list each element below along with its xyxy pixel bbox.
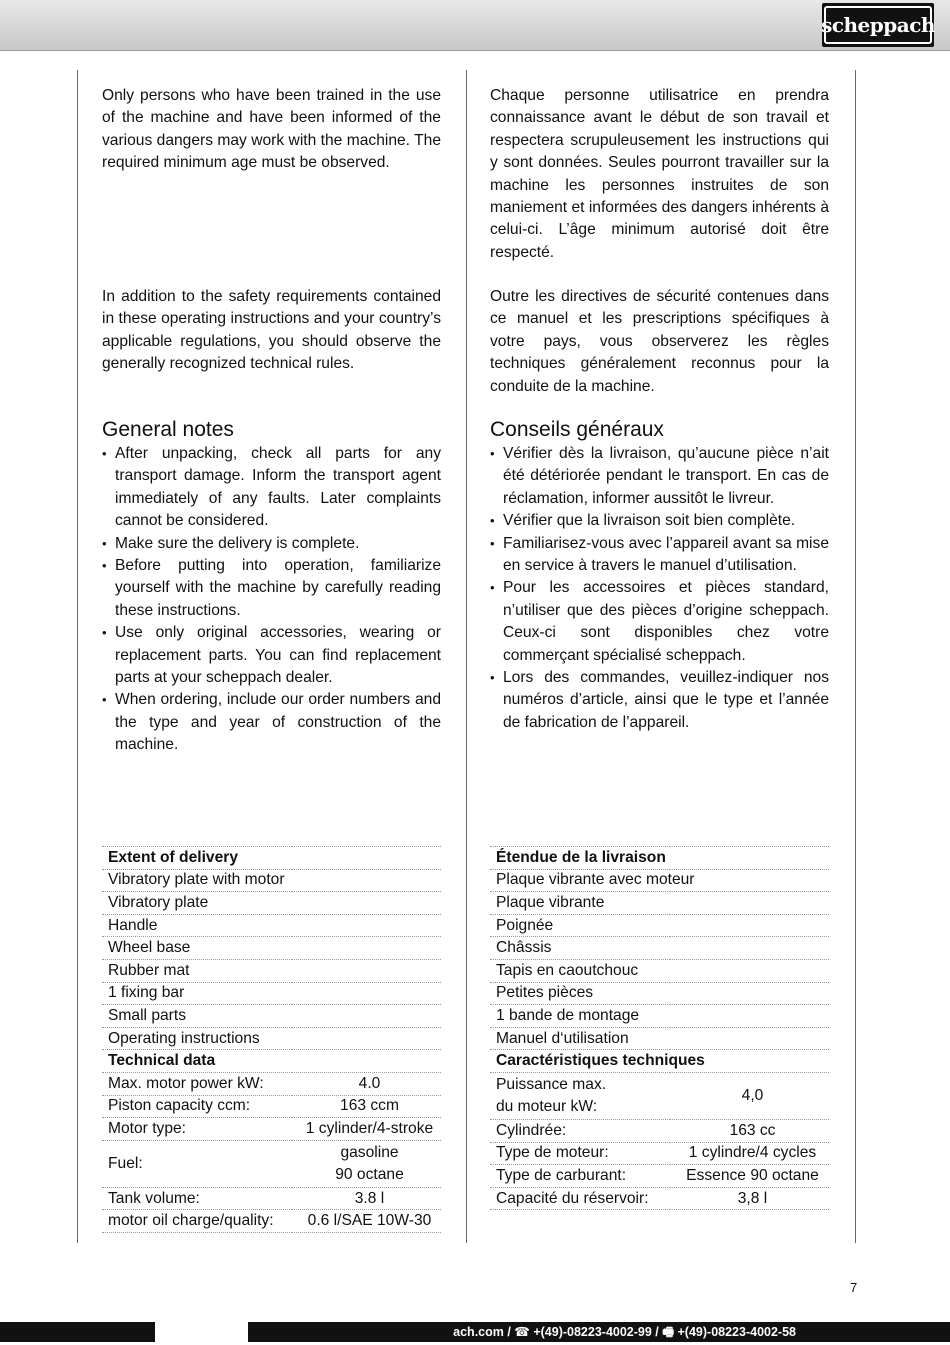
- table-section-title: Étendue de la livraison: [490, 847, 829, 870]
- table-section-title: Extent of delivery: [102, 847, 441, 870]
- table-row: Plaque vibrante: [490, 892, 829, 915]
- en-para-safety-rules: [102, 286, 441, 376]
- spec-label-line: Puissance max.: [496, 1075, 607, 1093]
- table-row: Operating instructions: [102, 1027, 441, 1050]
- table-row: Vibratory plate with motor: [102, 869, 441, 892]
- section-heading: Conseils généraux: [490, 418, 664, 441]
- fr-para-safety-training: [490, 85, 829, 264]
- scheppach-logo: [822, 3, 934, 47]
- spec-value: 4,0: [670, 1072, 829, 1119]
- en-spec-table: [102, 846, 441, 1233]
- spec-value: 3.8 l: [292, 1187, 441, 1210]
- list-item: • Pour les accessoires et pièces standard, n’utiliser que des pièces d’origine scheppach. Ceux-ci sont disponibles chez votre commerçant spécialisé scheppach.: [490, 577, 829, 667]
- en-general-notes: [102, 417, 441, 757]
- bullet-list: [102, 443, 441, 757]
- page-number: 7: [850, 1280, 858, 1295]
- paragraph: Outre les directives de sécurité contenues dans ce manuel et les prescriptions spécifiques à votre pays, vous observerez les règles techniques généralement reconnus pour la conduite de la machine.: [490, 288, 829, 395]
- list-item: • Vérifier que la livraison soit bien complète.: [490, 510, 829, 532]
- spec-value: [292, 1140, 441, 1187]
- spec-value: 0.6 l/SAE 10W-30: [292, 1210, 441, 1233]
- fr-spec-table-wrap: [490, 846, 829, 1210]
- spec-label: motor oil charge/quality:: [102, 1210, 292, 1233]
- fr-spec-table: [490, 846, 829, 1210]
- table-row: Tapis en caoutchouc: [490, 959, 829, 982]
- paragraph: Chaque personne utilisatrice en prendra connaissance avant le début de son travail et respectera scrupuleusement les instructions qui y sont données. Seules pourront travailler sur la machine les personnes instruites de son maniement et informées des dangers inhérents à celui-ci. L’âge minimum autorisé doit être respecté.: [490, 87, 829, 261]
- paragraph: Only persons who have been trained in the use of the machine and have been informed of the various dangers may work with the machine. The required minimum age must be observed.: [102, 87, 441, 172]
- table-row: Wheel base: [102, 937, 441, 960]
- spec-label: Piston capacity ccm:: [102, 1095, 292, 1118]
- table-row: Vibratory plate: [102, 892, 441, 915]
- list-item: • After unpacking, check all parts for any transport damage. Inform the transport agent immediately of any faults. Later complaints cannot be considered.: [102, 443, 441, 533]
- column-rule-middle: [466, 70, 467, 1243]
- table-section-title: Technical data: [102, 1050, 441, 1073]
- list-item: • Before putting into operation, familiarize yourself with the machine by carefully reading these instructions.: [102, 555, 441, 622]
- list-item: • When ordering, include our order numbers and the type and year of construction of the machine.: [102, 689, 441, 756]
- list-item: • Vérifier dès la livraison, qu’aucune pièce n’ait été détériorée pendant le transport. En cas de réclamation, informer aussitôt le livreur.: [490, 443, 829, 510]
- spec-value-line: 90 octane: [335, 1165, 404, 1183]
- list-item: • Familiarisez-vous avec l’appareil avant sa mise en service à travers le manuel d’utilisation.: [490, 533, 829, 578]
- table-section-title: Caractéristiques techniques: [490, 1050, 829, 1073]
- spec-label: Type de moteur:: [490, 1142, 670, 1165]
- spec-label-line: du moteur kW:: [496, 1097, 598, 1115]
- logo-frame: [821, 6, 935, 44]
- spec-value-line: gasoline: [340, 1143, 399, 1161]
- spec-value: 1 cylinder/4-stroke: [292, 1118, 441, 1141]
- spec-label: [490, 1072, 670, 1119]
- spec-value: 163 ccm: [292, 1095, 441, 1118]
- table-row: 1 bande de montage: [490, 1005, 829, 1028]
- spec-value: Essence 90 octane: [670, 1165, 829, 1188]
- list-item: • Lors des commandes, veuillez-indiquer nos numéros d’article, ainsi que le type et l’année de fabrication de l’appareil.: [490, 667, 829, 734]
- spec-value: 163 cc: [670, 1119, 829, 1142]
- table-row: Handle: [102, 914, 441, 937]
- spec-label: Motor type:: [102, 1118, 292, 1141]
- spec-value: 4.0: [292, 1072, 441, 1095]
- spec-label: Cylindrée:: [490, 1119, 670, 1142]
- spec-value: 1 cylindre/4 cycles: [670, 1142, 829, 1165]
- spec-label: Max. motor power kW:: [102, 1072, 292, 1095]
- table-row: Petites pièces: [490, 982, 829, 1005]
- table-row: Châssis: [490, 937, 829, 960]
- paragraph: In addition to the safety requirements contained in these operating instructions and your country’s applicable regulations, you should observe the generally recognized technical rules.: [102, 288, 441, 373]
- fr-general-notes: [490, 417, 829, 734]
- section-heading: General notes: [102, 418, 234, 441]
- table-row: Manuel d‘utilisation: [490, 1027, 829, 1050]
- fr-para-safety-rules: [490, 286, 829, 398]
- footer-contact: ach.com / ☎ +(49)-08223-4002-99 / 🖷 +(49)-08223-4002-58: [453, 1325, 796, 1339]
- spec-label: Tank volume:: [102, 1187, 292, 1210]
- list-item: • Use only original accessories, wearing or replacement parts. You can find replacement parts at your scheppach dealer.: [102, 622, 441, 689]
- table-row: 1 fixing bar: [102, 982, 441, 1005]
- table-row: Rubber mat: [102, 959, 441, 982]
- en-para-safety-training: [102, 85, 441, 175]
- header-band: [0, 0, 950, 51]
- bullet-list: [490, 443, 829, 734]
- table-row: Poignée: [490, 914, 829, 937]
- list-item: • Make sure the delivery is complete.: [102, 533, 441, 555]
- footer-gap: [155, 1322, 248, 1342]
- spec-value: 3,8 l: [670, 1187, 829, 1210]
- column-rule-right: [855, 70, 856, 1243]
- footer-band: [0, 1322, 950, 1342]
- spec-label: Capacité du réservoir:: [490, 1187, 670, 1210]
- table-row: Small parts: [102, 1005, 441, 1028]
- spec-label: Type de carburant:: [490, 1165, 670, 1188]
- logo-text: scheppach: [821, 13, 935, 37]
- en-spec-table-wrap: [102, 846, 441, 1233]
- column-rule-left: [77, 70, 78, 1243]
- spec-label: Fuel:: [102, 1140, 292, 1187]
- table-row: Plaque vibrante avec moteur: [490, 869, 829, 892]
